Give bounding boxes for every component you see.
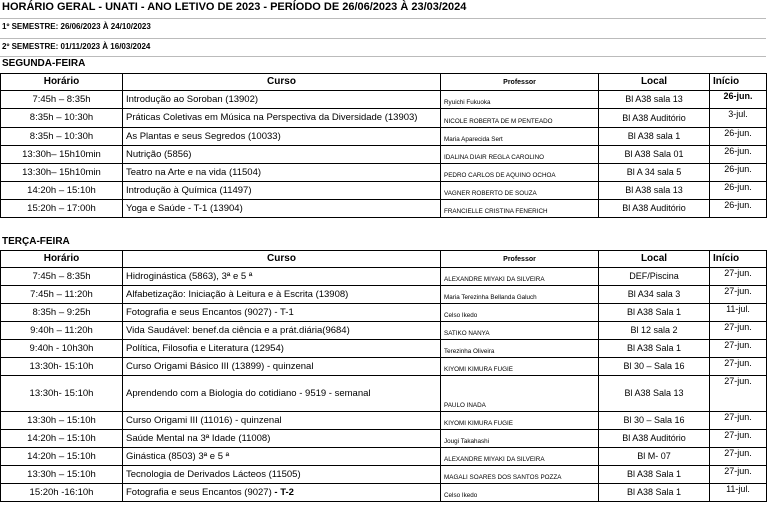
curso-cell: Saúde Mental na 3ª Idade (11008) [123, 430, 441, 448]
col-inicio: Início [710, 74, 767, 91]
horario-cell: 9:40h – 11:20h [1, 322, 123, 340]
inicio-cell: 11-jul. [710, 484, 767, 502]
table-row [1, 91, 767, 109]
local-cell: Bl A38 sala 1 [599, 128, 710, 146]
local-cell: Bl A38 Auditório [599, 430, 710, 448]
horario-cell: 15:20h – 17:00h [1, 200, 123, 218]
inicio-cell: 27-jun. [710, 376, 767, 412]
curso-cell: Tecnologia de Derivados Lácteos (11505) [123, 466, 441, 484]
inicio-cell: 27-jun. [710, 430, 767, 448]
horario-cell: 13:30h – 15:10h [1, 412, 123, 430]
table-row [1, 146, 767, 164]
inicio-cell: 27-jun. [710, 358, 767, 376]
local-cell: Bl A38 Sala 1 [599, 466, 710, 484]
local-cell: DEF/Piscina [599, 268, 710, 286]
professor-cell: Jougi Takahashi [441, 430, 599, 448]
local-cell: Bl 12 sala 2 [599, 322, 710, 340]
professor-cell: ALEXANDRE MIYAKI DA SILVEIRA [441, 448, 599, 466]
curso-cell: Política, Filosofia e Literatura (12954) [123, 340, 441, 358]
table-row [1, 466, 767, 484]
local-cell: Bl A 34 sala 5 [599, 164, 710, 182]
professor-cell: ALEXANDRE MIYAKI DA SILVEIRA [441, 268, 599, 286]
table-row [1, 164, 767, 182]
day-heading-segunda: SEGUNDA-FEIRA [2, 58, 86, 69]
table-row [1, 128, 767, 146]
curso-cell: Práticas Coletivas em Música na Perspectiva da Diversidade (13903) [123, 109, 441, 128]
horario-cell: 8:35h – 10:30h [1, 128, 123, 146]
inicio-cell: 27-jun. [710, 412, 767, 430]
table-row [1, 358, 767, 376]
table-row [1, 268, 767, 286]
inicio-cell: 11-jul. [710, 304, 767, 322]
horario-cell: 14:20h – 15:10h [1, 430, 123, 448]
horario-cell: 7:45h – 8:35h [1, 91, 123, 109]
table-row [1, 109, 767, 128]
curso-text: Fotografia e seus Encantos (9027) [126, 486, 272, 498]
inicio-cell: 27-jun. [710, 268, 767, 286]
professor-cell: VAGNER ROBERTO DE SOUZA [441, 182, 599, 200]
curso-cell: Fotografia e seus Encantos (9027) - T-1 [123, 304, 441, 322]
inicio-cell: 26-jun. [710, 146, 767, 164]
curso-cell: Aprendendo com a Biologia do cotidiano - 9519 - semanal [123, 376, 441, 412]
semester-2: 2º SEMESTRE: 01/11/2023 À 16/03/2024 [2, 42, 151, 51]
table-row [1, 430, 767, 448]
horario-cell: 13:30h– 15h10min [1, 146, 123, 164]
col-local: Local [599, 251, 710, 268]
local-cell: Bl A34 sala 3 [599, 286, 710, 304]
table-row [1, 304, 767, 322]
page-title: HORÁRIO GERAL - UNATI - ANO LETIVO DE 2023 - PERÍODO DE 26/06/2023 À 23/03/2024 [2, 1, 467, 13]
professor-cell: Ryuichi Fukuoka [441, 91, 599, 109]
curso-cell: Ginástica (8503) 3ª e 5 ª [123, 448, 441, 466]
semester-1: 1º SEMESTRE: 26/06/2023 À 24/10/2023 [2, 22, 151, 31]
local-cell: Bl A38 Sala 13 [599, 376, 710, 412]
professor-cell: Maria Terezinha Bellanda Galuch [441, 286, 599, 304]
inicio-cell: 27-jun. [710, 448, 767, 466]
local-cell: Bl A38 Sala 1 [599, 484, 710, 502]
col-horario: Horário [1, 251, 123, 268]
col-curso: Curso [123, 74, 441, 91]
schedule-table-segunda [0, 73, 767, 218]
local-cell: Bl A38 Sala 1 [599, 340, 710, 358]
professor-cell: PAULO INADA [441, 376, 599, 412]
table-row [1, 376, 767, 412]
table-row [1, 286, 767, 304]
day-heading-terca: TERÇA-FEIRA [2, 236, 70, 247]
curso-cell: Hidroginástica (5863), 3ª e 5 ª [123, 268, 441, 286]
schedule-table-terca [0, 250, 767, 502]
professor-cell: KIYOMI KIMURA FUGIE [441, 412, 599, 430]
table-row [1, 484, 767, 502]
col-horario: Horário [1, 74, 123, 91]
table-row [1, 322, 767, 340]
local-cell: Bl A38 sala 13 [599, 91, 710, 109]
horario-cell: 8:35h – 10:30h [1, 109, 123, 128]
col-professor: Professor [441, 251, 599, 268]
professor-cell: Celso Ikedo [441, 304, 599, 322]
professor-cell: NICOLE ROBERTA DE M PENTEADO [441, 109, 599, 128]
curso-cell: Introdução ao Soroban (13902) [123, 91, 441, 109]
horario-cell: 8:35h – 9:25h [1, 304, 123, 322]
professor-cell: Terezinha Oliveira [441, 340, 599, 358]
col-inicio: Início [710, 251, 767, 268]
col-local: Local [599, 74, 710, 91]
col-curso: Curso [123, 251, 441, 268]
horario-cell: 7:45h – 11:20h [1, 286, 123, 304]
professor-cell: Celso Ikedo [441, 484, 599, 502]
horario-cell: 14:20h – 15:10h [1, 448, 123, 466]
local-cell: Bl M- 07 [599, 448, 710, 466]
col-professor: Professor [441, 74, 599, 91]
horario-cell: 9:40h - 10h30h [1, 340, 123, 358]
inicio-cell: 26-jun. [710, 128, 767, 146]
curso-cell: Teatro na Arte e na vida (11504) [123, 164, 441, 182]
professor-cell: KIYOMI KIMURA FUGIE [441, 358, 599, 376]
table-row [1, 182, 767, 200]
inicio-cell: 27-jun. [710, 340, 767, 358]
horario-cell: 13:30h- 15:10h [1, 376, 123, 412]
local-cell: Bl A38 Auditório [599, 200, 710, 218]
horario-cell: 15:20h -16:10h [1, 484, 123, 502]
curso-cell: Introdução à Química (11497) [123, 182, 441, 200]
local-cell: Bl A38 Sala 01 [599, 146, 710, 164]
inicio-cell: 26-jun. [710, 200, 767, 218]
inicio-cell: 27-jun. [710, 286, 767, 304]
inicio-cell: 27-jun. [710, 322, 767, 340]
professor-cell: FRANCIELLE CRISTINA FENERICH [441, 200, 599, 218]
horario-cell: 13:30h- 15:10h [1, 358, 123, 376]
professor-cell: Maria Aparecida Sert [441, 128, 599, 146]
table-row [1, 200, 767, 218]
curso-cell: Alfabetização: Iniciação à Leitura e à Escrita (13908) [123, 286, 441, 304]
table-row [1, 412, 767, 430]
curso-cell: Vida Saudável: benef.da ciência e a prát.diária(9684) [123, 322, 441, 340]
professor-cell: PEDRO CARLOS DE AQUINO OCHOA [441, 164, 599, 182]
local-cell: Bl A38 Sala 1 [599, 304, 710, 322]
inicio-cell: 3-jul. [710, 109, 767, 128]
inicio-cell: 26-jun. [710, 91, 767, 109]
inicio-cell: 27-jun. [710, 466, 767, 484]
curso-cell: As Plantas e seus Segredos (10033) [123, 128, 441, 146]
table-row [1, 340, 767, 358]
curso-cell: Nutrição (5856) [123, 146, 441, 164]
horario-cell: 14:20h – 15:10h [1, 182, 123, 200]
horario-cell: 7:45h – 8:35h [1, 268, 123, 286]
curso-cell: Curso Origami III (11016) - quinzenal [123, 412, 441, 430]
professor-cell: MAGALI SOARES DOS SANTOS POZZA [441, 466, 599, 484]
horario-cell: 13:30h – 15:10h [1, 466, 123, 484]
curso-cell: Yoga e Saúde - T-1 (13904) [123, 200, 441, 218]
curso-cell [123, 484, 441, 502]
horario-cell: 13:30h– 15h10min [1, 164, 123, 182]
professor-cell: IDALINA DIAIR REGLA CAROLINO [441, 146, 599, 164]
professor-cell: SATIKO NANYA [441, 322, 599, 340]
local-cell: Bl 30 – Sala 16 [599, 358, 710, 376]
curso-cell: Curso Origami Básico III (13899) - quinzenal [123, 358, 441, 376]
local-cell: Bl 30 – Sala 16 [599, 412, 710, 430]
inicio-cell: 26-jun. [710, 182, 767, 200]
local-cell: Bl A38 sala 13 [599, 182, 710, 200]
inicio-cell: 26-jun. [710, 164, 767, 182]
table-row [1, 448, 767, 466]
local-cell: Bl A38 Auditório [599, 109, 710, 128]
turma-tag: - T-2 [274, 486, 294, 498]
